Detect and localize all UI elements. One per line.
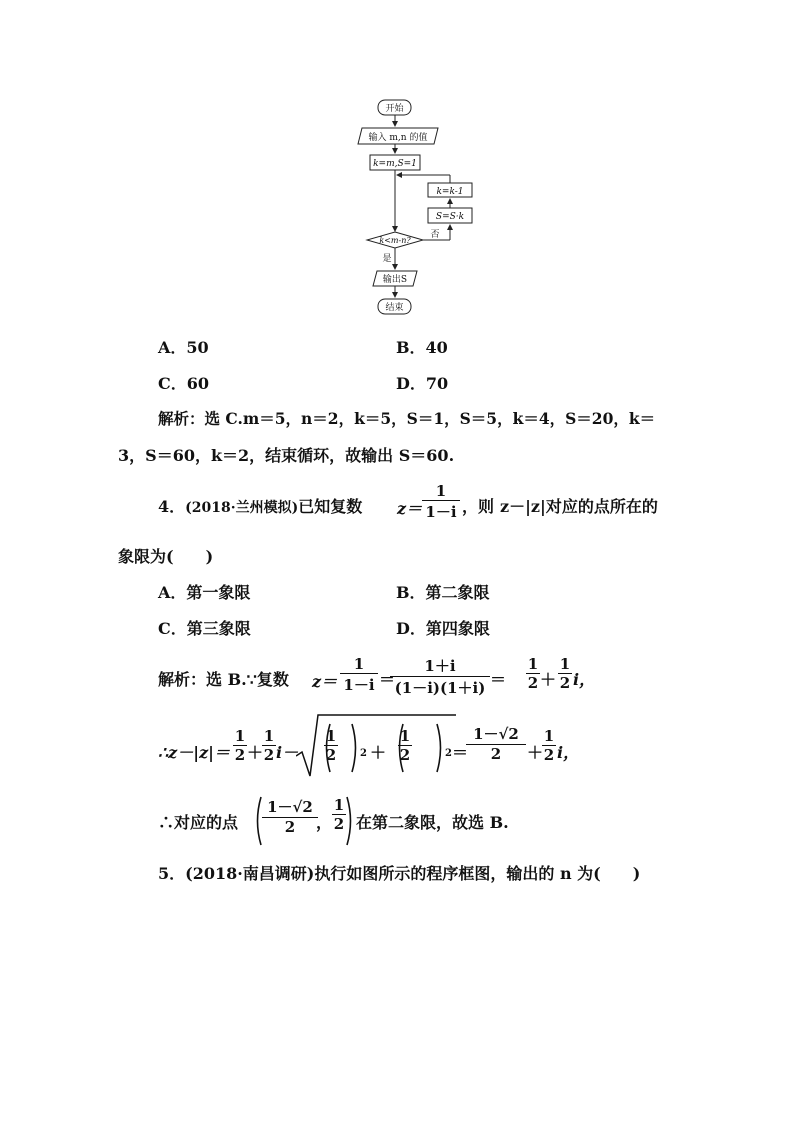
- q4-sol2-i: i，: [557, 743, 580, 762]
- fraction-denominator: 1－i: [425, 503, 457, 521]
- q4-sol2-root-half2: [398, 727, 412, 764]
- option-letter: C．: [158, 374, 187, 393]
- option-value: 第一象限: [186, 583, 251, 602]
- start-label: 开始: [385, 104, 404, 114]
- q4-stem-a: 已知复数: [298, 497, 363, 516]
- q4-stem-b: ，则: [462, 497, 495, 516]
- update-s-label: S=S·k: [435, 212, 465, 222]
- fraction-numerator: 1: [543, 727, 555, 745]
- q4-sol2-half3: [542, 727, 556, 764]
- q4-sol1-half1: [526, 655, 540, 692]
- fraction-denominator: 2: [333, 815, 345, 833]
- fraction-denominator: 2: [263, 746, 275, 764]
- q4-sol2-prefix: ∴z－|z|＝: [158, 743, 230, 762]
- fraction-denominator: 2: [543, 746, 555, 764]
- option-letter: A．: [158, 583, 187, 602]
- q4-sol3-suffix: 在第二象限，故选 B.: [356, 813, 509, 832]
- fraction-numerator: 1: [325, 727, 337, 745]
- yes-label: 是: [382, 254, 392, 264]
- q5-stem: 5．(2018·南昌调研)执行如图所示的程序框图，输出的 n 为( ): [158, 864, 641, 883]
- option-letter: D．: [396, 374, 426, 393]
- q3-option-a: [158, 335, 209, 358]
- q3-solution-line1: 解析：选 C.m＝5，n＝2，k＝5，S＝1，S＝5，k＝4，S＝20，k＝: [158, 409, 656, 428]
- option-value: 50: [186, 338, 209, 357]
- right-paren-icon: [350, 722, 360, 774]
- q3-solution-line2: 3，S＝60，k＝2，结束循环，故输出 S＝60.: [118, 446, 455, 465]
- q4-sol3-prefix: ∴对应的点: [158, 813, 239, 832]
- option-letter: A．: [158, 338, 187, 357]
- right-paren-icon: [345, 795, 355, 847]
- q4-sol1-frac1: [340, 655, 378, 695]
- q4-source: (2018·兰州模拟): [185, 500, 299, 516]
- q4-sol1-eq2: ＝: [490, 670, 507, 689]
- q4-fraction: [422, 482, 460, 522]
- q4-z-eq: z＝: [397, 499, 423, 518]
- fraction-denominator: 2: [234, 746, 246, 764]
- fraction-denominator: 2: [490, 745, 502, 763]
- q4-number: 4．: [158, 497, 186, 516]
- q4-sol2-i-minus: i－: [276, 743, 299, 762]
- q4-sol2-root-plus: ＋: [370, 743, 387, 762]
- q4-sol2-root-half1: [324, 727, 338, 764]
- fraction-denominator: 2: [284, 818, 296, 836]
- option-value: 第二象限: [425, 583, 490, 602]
- init-label: k=m,S=1: [373, 159, 417, 169]
- right-paren-icon: [435, 722, 445, 774]
- q4-sol2-plus: ＋: [247, 743, 264, 762]
- q4-option-b: [396, 580, 490, 603]
- q4-stem-line2: 象限为( ): [118, 547, 214, 566]
- option-letter: B．: [396, 338, 426, 357]
- q4-sol3-comma: ，: [316, 813, 333, 832]
- fraction-numerator: 1＋i: [424, 657, 456, 675]
- q4-sol3-point-x: [262, 796, 318, 836]
- q4-sol2-half1: [233, 727, 247, 764]
- fraction-denominator: 1－i: [343, 676, 375, 694]
- q4-stem-line1: [158, 494, 362, 517]
- q4-option-c: [158, 616, 251, 639]
- q4-sol2-half2: [262, 727, 276, 764]
- q4-sol1-z: z＝: [312, 672, 338, 691]
- fraction-denominator: 2: [399, 746, 411, 764]
- fraction-numerator: 1: [435, 482, 447, 500]
- fraction-numerator: 1－√2: [267, 798, 313, 816]
- condition-label: k<m-n?: [379, 236, 411, 245]
- q4-sol1-plus: ＋: [540, 670, 557, 689]
- option-value: 第三象限: [186, 619, 251, 638]
- fraction-numerator: 1: [234, 727, 246, 745]
- q4-sol2-exp2: 2: [445, 748, 452, 759]
- fraction-numerator: 1: [333, 796, 345, 814]
- input-label: 输入 m,n 的值: [368, 133, 428, 143]
- option-letter: C．: [158, 619, 187, 638]
- q4-sol2-eq: ＝: [452, 743, 469, 762]
- q3-option-d: [396, 371, 448, 394]
- q3-option-b: [396, 335, 448, 358]
- q4-sol1-half2: [558, 655, 572, 692]
- q4-option-a: [158, 580, 250, 603]
- q4-sol2-exp1: 2: [360, 748, 367, 759]
- option-letter: D．: [396, 619, 426, 638]
- fraction-denominator: 2: [325, 746, 337, 764]
- q4-sol2-root-frac: [466, 723, 526, 763]
- q4-sol1-i: i，: [573, 670, 596, 689]
- fraction-denominator: (1－i)(1＋i): [394, 679, 486, 697]
- no-label: 否: [430, 230, 440, 240]
- fraction-denominator: 2: [559, 674, 571, 692]
- output-label: 输出S: [382, 275, 408, 285]
- q4-sol2-plus2: ＋: [527, 743, 544, 762]
- flowchart: [355, 95, 475, 320]
- fraction-numerator: 1: [263, 727, 275, 745]
- fraction-numerator: 1: [559, 655, 571, 673]
- option-value: 70: [425, 374, 449, 393]
- option-letter: B．: [396, 583, 426, 602]
- q4-sol3-point-y: [332, 796, 346, 833]
- q4-sol1-frac2: [390, 655, 490, 698]
- q3-option-c: [158, 371, 209, 394]
- option-value: 60: [186, 374, 210, 393]
- q4-sol1-eq1: ＝: [379, 670, 396, 689]
- fraction-numerator: 1－√2: [473, 725, 519, 743]
- fraction-numerator: 1: [353, 655, 365, 673]
- option-value: 第四象限: [425, 619, 490, 638]
- fraction-denominator: 2: [527, 674, 539, 692]
- q4-sol1-prefix: 解析：选 B.∵复数: [158, 670, 289, 689]
- option-value: 40: [425, 338, 448, 357]
- q4-stem-c: z－|z|对应的点所在的: [500, 497, 658, 516]
- fraction-numerator: 1: [399, 727, 411, 745]
- fraction-numerator: 1: [527, 655, 539, 673]
- update-k-label: k=k-1: [436, 187, 464, 197]
- end-label: 结束: [385, 303, 404, 313]
- q4-option-d: [396, 616, 490, 639]
